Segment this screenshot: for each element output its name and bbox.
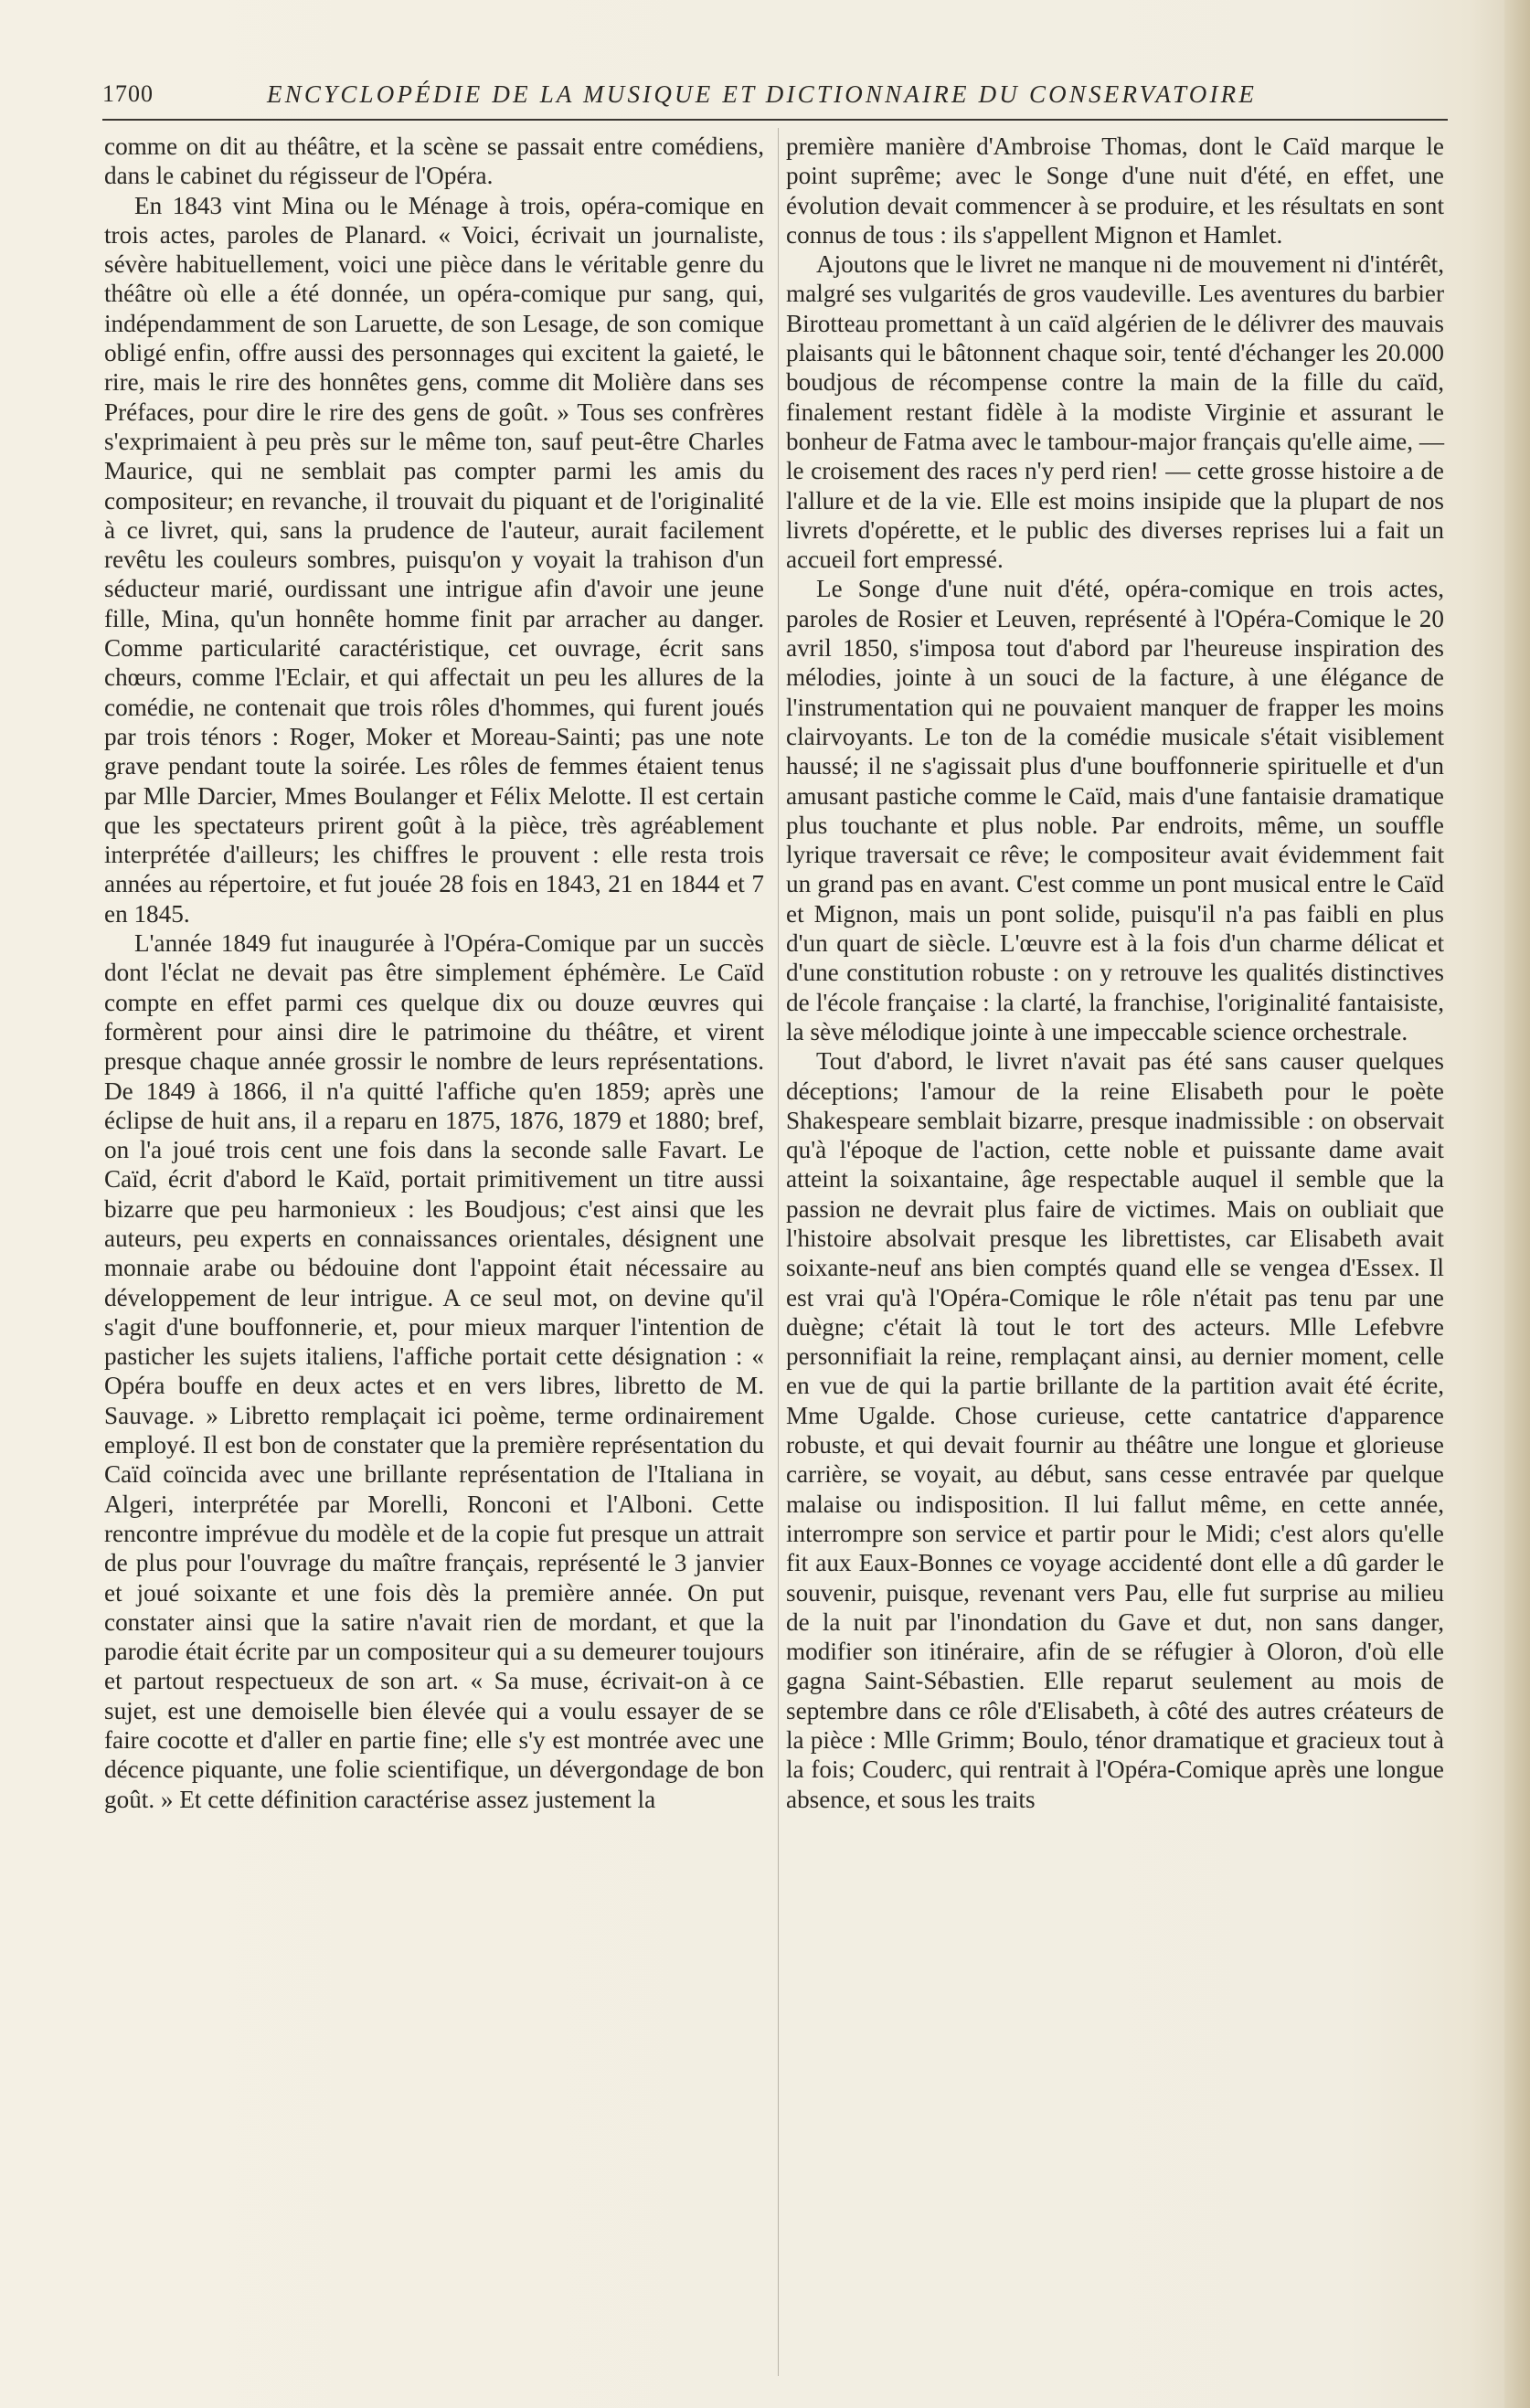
page-edge (1504, 0, 1530, 2408)
column-divider (778, 128, 779, 2376)
paragraph: première manière d'Ambroise Thomas, dont le Caïd marque le point suprême; avec le Songe d'une nuit d'été, en effet, une évolution devait commencer à se produire, et les résultats en sont connus de tous : ils s'appellent Mignon et Hamlet. (786, 133, 1444, 249)
paragraph: L'année 1849 fut inaugurée à l'Opéra-Comique par un succès dont l'éclat ne devait pas être simplement éphémère. Le Caïd compte en effet parmi ces quelque dix ou douze œuvres qui formèrent pour ainsi dire le patrimoine du théâtre, et virent presque chaque année grossir le nombre de leurs représentations. De 1849 à 1866, il n'a quitté l'affiche qu'en 1859; après une éclipse de huit ans, il a reparu en 1875, 1876, 1879 et 1880; bref, on l'a joué trois cent une fois dans la seconde salle Favart. Le Caïd, écrit d'abord le Kaïd, portait primitivement un titre aussi bizarre que peu harmonieux : les Boudjous; c'est ainsi que les auteurs, peu experts en connaissances orientales, désignent une monnaie arabe ou bédouine dont l'appoint était nécessaire au développement de leur intrigue. A ce seul mot, on devine qu'il s'agit d'une bouffonnerie, et, pour mieux marquer l'intention de pasticher les sujets italiens, l'affiche portait cette désignation : « Opéra bouffe en deux actes et en vers libres, libretto de M. Sauvage. » Libretto remplaçait ici poème, terme ordinairement employé. Il est bon de constater que la première représentation du Caïd coïncida avec une brillante représentation de l'Italiana in Algeri, interprétée par Morelli, Ronconi et l'Alboni. Cette rencontre imprévue du modèle et de la copie fut presque un attrait de plus pour l'ouvrage du maître français, représenté le 3 janvier et joué soixante et une fois dès la première année. On put constater ainsi que la satire n'avait rien de mordant, et que la parodie était écrite par un compositeur qui a su demeurer toujours et partout respectueux de son art. « Sa muse, écrivait-on à ce sujet, est une demoiselle bien élevée qui a voulu essayer de se faire cocotte et d'aller en partie fine; elle s'y est montrée avec une décence piquante, une folie scientifique, un dévergondage de bon goût. » Et cette définition caractérise assez justement la (104, 929, 764, 1813)
page-header (102, 80, 1451, 113)
paragraph: Le Songe d'une nuit d'été, opéra-comique en trois actes, paroles de Rosier et Leuven, représenté à l'Opéra-Comique le 20 avril 1850, s'imposa tout d'abord par l'heureuse inspiration des mélodies, jointe à un souci de la facture, à une élégance de l'instrumentation qui ne pouvaient manquer de frapper les moins clairvoyants. Le ton de la comédie musicale s'était visiblement haussé; il ne s'agissait plus d'une bouffonnerie spirituelle et d'un amusant pastiche comme le Caïd, mais d'une fantaisie dramatique plus touchante et plus noble. Par endroits, même, un souffle lyrique traversait ce rêve; le compositeur avait évidemment fait un grand pas en avant. C'est comme un pont musical entre le Caïd et Mignon, mais un pont solide, puisqu'il n'a pas faibli en plus d'un quart de siècle. L'œuvre est à la fois d'un charme délicat et d'une constitution robuste : on y retrouve les qualités distinctives de l'école française : la clarté, la franchise, l'originalité fantaisiste, la sève mélodique jointe à une impeccable science orchestrale. (786, 575, 1444, 1045)
left-column (104, 132, 764, 1814)
paragraph: Ajoutons que le livret ne manque ni de mouvement ni d'intérêt, malgré ses vulgarités de gros vaudeville. Les aventures du barbier Birotteau promettant à un caïd algérien de le délivrer des mauvais plaisants qui le bâtonnent chaque soir, tenté d'échanger les 20.000 boudjous de récompense contre la main de la fille du caïd, finalement restant fidèle à la modiste Virginie et assurant le bonheur de Fatma avec le tambour-major français qu'elle aime, — le croisement des races n'y perd rien! — cette grosse histoire a de l'allure et de la vie. Elle est moins insipide que la plupart de nos livrets d'opérette, et le public des diverses reprises lui a fait un accueil fort empressé. (786, 250, 1445, 574)
header-rule (102, 119, 1448, 121)
paragraph: En 1843 vint Mina ou le Ménage à trois, opéra-comique en trois actes, paroles de Planard. « Voici, écrivait un journaliste, sévère habituellement, voici une pièce dans le véritable genre du théâtre où elle a été donnée, un opéra-comique pur sang, qui, indépendamment de son Laruette, de son Lesage, de son comique obligé enfin, offre aussi des personnages qui excitent la gaieté, le rire, mais le rire des honnêtes gens, comme dit Molière dans ses Préfaces, pour dire le rire des gens de goût. » Tous ses confrères s'exprimaient à peu près sur le même ton, sauf peut-être Charles Maurice, qui ne semblait pas compter parmi les amis du compositeur; en revanche, il trouvait du piquant et de l'originalité à ce livret, qui, sans la prudence de l'auteur, aurait facilement revêtu les couleurs sombres, puisqu'on y voyait la trahison d'un séducteur marié, ourdissant une intrigue afin d'avoir une jeune fille, Mina, qu'un honnête homme finit par arracher au danger. Comme particularité caractéristique, cet ouvrage, écrit sans chœurs, comme l'Eclair, et qui affectait un peu les allures de la comédie, ne contenait que trois rôles d'hommes, qui furent joués par trois ténors : Roger, Moker et Moreau-Sainti; pas une note grave pendant toute la soirée. Les rôles de femmes étaient tenus par Mlle Darcier, Mmes Boulanger et Félix Melotte. Il est certain que les spectateurs prirent goût à la pièce, très agréablement interprétée d'ailleurs; les chiffres le prouvent : elle resta trois années au répertoire, et fut jouée 28 fois en 1843, 21 en 1844 et 7 en 1845. (104, 191, 764, 928)
running-title: ENCYCLOPÉDIE DE LA MUSIQUE ET DICTIONNAIRE DU CONSERVATOIRE (267, 80, 1258, 108)
right-column (786, 132, 1444, 1814)
paragraph: Tout d'abord, le livret n'avait pas été sans causer quelques déceptions; l'amour de la reine Elisabeth pour le poète Shakespeare semblait bizarre, presque inadmissible : on observait qu'à l'époque de l'action, cette noble et puissante dame avait atteint la soixantaine, âge respectable auquel il semble que la passion ne devrait plus faire de victimes. Mais on oubliait que l'histoire absolvait presque les librettistes, car Elisabeth avait soixante-neuf ans bien comptés quand elle se vengea d'Essex. Il est vrai qu'à l'Opéra-Comique le rôle n'était pas tenu par une duègne; c'était là tout le tort des acteurs. Mlle Lefebvre personnifiait la reine, remplaçant ainsi, au dernier moment, celle en vue de qui la partie brillante de la partition avait été écrite, Mme Ugalde. Chose curieuse, cette cantatrice d'apparence robuste, et qui devait fournir au théâtre une longue et glorieuse carrière, se voyait, au début, sans cesse entravée par quelque malaise ou indisposition. Il lui fallut même, en cette année, interrompre son service et partir pour le Midi; c'est alors qu'elle fit aux Eaux-Bonnes ce voyage accidenté dont elle a dû garder le souvenir, puisque, revenant vers Pau, elle fut surprise au milieu de la nuit par l'inondation du Gave et dut, non sans danger, modifier son itinéraire, afin de se réfugier à Oloron, d'où elle gagna Saint-Sébastien. Elle reparut seulement au mois de septembre dans ce rôle d'Elisabeth, à côté des autres créateurs de la pièce : Mlle Grimm; Boulo, ténor dramatique et gracieux tout à la fois; Couderc, qui rentrait à l'Opéra-Comique après une longue absence, et sous les traits (786, 1047, 1444, 1813)
paragraph: comme on dit au théâtre, et la scène se passait entre comédiens, dans le cabinet du régisseur de l'Opéra. (104, 133, 764, 190)
page-number: 1700 (102, 80, 154, 107)
